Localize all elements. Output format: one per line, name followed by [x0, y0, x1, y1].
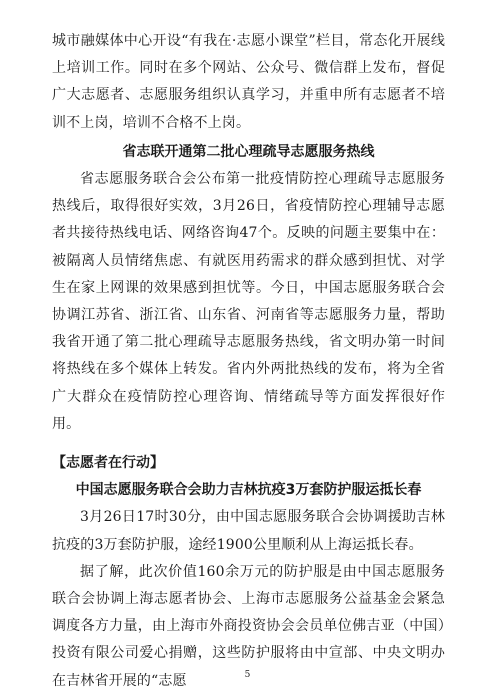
paragraph-hotline: 省志愿服务联合会公布第一批疫情防控心理疏导志愿服务热线后，取得很好实效，3月26日，省疫情防控心理辅导志愿者共接待热线电话、网络咨询47个。反映的问题主要集中在：被隔离人员情绪焦虑、有就医用药需求的群众感到担忧、对学生在家上网课的效果感到担忧等。今日，中国志愿服务联合会协调江苏省、浙江省、山东省、河南省等志愿服务力量，帮助我省开通了第二批心理疏导志愿服务热线，省文明办第一时间将热线在多个媒体上转发。省内外两批热线的发布，将为全省广大群众在疫情防控心理咨询、情绪疏导等方面发挥很好作用。	[52, 171, 445, 432]
heading-hotline: 省志联开通第二批心理疏导志愿服务热线	[122, 143, 375, 160]
page-number: 5	[244, 670, 251, 680]
paragraph-donation: 据了解，此次价值160余万元的防护服是由中国志愿服务联合会协调上海志愿者协会、上海市志愿服务公益基金会紧急调度各方力量，由上海市外商投资协会会员单位佛吉亚（中国）投资有限公司爱心捐赠，这些防护服将由中宣部、中央文明办在吉林省开展的“志愿	[52, 563, 445, 689]
heading-protective-suits: 中国志愿服务联合会助力吉林抗疫3万套防护服运抵长春	[75, 482, 422, 499]
section-title: 【志愿者在行动】	[52, 455, 164, 472]
paragraph-arrival: 3月26日17时30分，由中国志愿服务联合会协调援助吉林抗疫的3万套防护服，途经1900公里顺利从上海运抵长春。	[52, 509, 445, 553]
document-page	[52, 28, 445, 695]
paragraph-intro: 城市融媒体中心开设“有我在·志愿小课堂”栏目，常态化开展线上培训工作。同时在多个网站、公众号、微信群上发布，督促广大志愿者、志愿服务组织认真学习，并重申所有志愿者不培训不上岗，培训不合格不上岗。	[52, 33, 445, 131]
